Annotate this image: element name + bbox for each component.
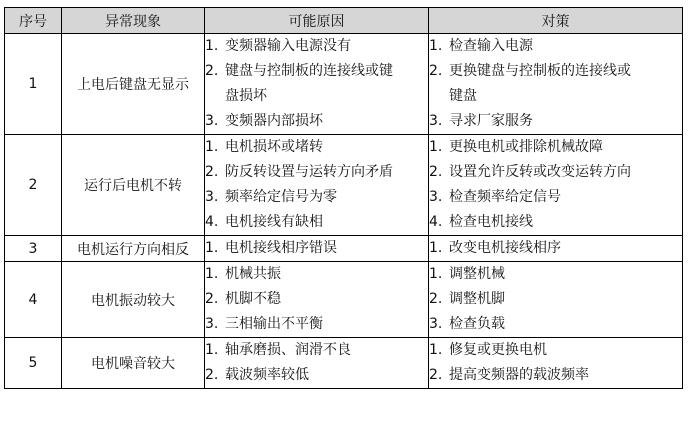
action-item-text: 检查输入电源 xyxy=(449,38,533,54)
table-row xyxy=(5,135,683,236)
cause-item-number: 2. xyxy=(205,63,219,79)
header-cell-no: 序号 xyxy=(5,8,62,34)
action-item-text: 寻求厂家服务 xyxy=(449,113,533,129)
cause-item-text: 电机接线有缺相 xyxy=(225,214,323,230)
action-item-text: 提高变频器的载波频率 xyxy=(449,367,589,383)
cause-line xyxy=(205,84,428,109)
action-item-text: 检查负载 xyxy=(449,316,505,332)
action-item-number: 1. xyxy=(429,240,443,256)
fault-table xyxy=(4,7,683,389)
symptom-cell: 电机振动较大 xyxy=(62,262,205,338)
action-item-text: 更换电机或排除机械故障 xyxy=(449,139,603,155)
cause-item-number: 2. xyxy=(205,164,219,180)
action-item-text: 检查电机接线 xyxy=(449,214,533,230)
cause-item-number: 2. xyxy=(205,291,219,307)
action-item-text: 调整机械 xyxy=(449,266,505,282)
action-line xyxy=(429,84,682,109)
cause-item-number: 1. xyxy=(205,266,219,282)
cause-item-number: 3. xyxy=(205,189,219,205)
action-line xyxy=(429,287,682,312)
table-row xyxy=(5,262,683,338)
action-item-text: 改变电机接线相序 xyxy=(449,240,561,256)
action-item-number: 1. xyxy=(429,139,443,155)
action-item-number: 3. xyxy=(429,316,443,332)
cause-line xyxy=(205,236,428,261)
action-item-number: 1. xyxy=(429,342,443,358)
action-line xyxy=(429,236,682,261)
cause-line xyxy=(205,210,428,235)
cause-item-text: 盘损坏 xyxy=(225,88,267,104)
cause-item-text: 三相输出不平衡 xyxy=(225,316,323,332)
table-header xyxy=(5,8,683,34)
header-cell-cause: 可能原因 xyxy=(205,8,429,34)
cause-cell xyxy=(205,262,429,338)
header-row xyxy=(5,8,683,34)
header-cell-symptom: 异常现象 xyxy=(62,8,205,34)
cause-item-text: 变频器输入电源没有 xyxy=(225,38,351,54)
action-cell xyxy=(429,135,683,236)
cause-item-number: 1. xyxy=(205,240,219,256)
action-cell xyxy=(429,338,683,389)
action-line xyxy=(429,185,682,210)
cause-item-text: 机脚不稳 xyxy=(225,291,281,307)
table-row xyxy=(5,34,683,135)
action-line xyxy=(429,160,682,185)
action-item-number: 3. xyxy=(429,189,443,205)
cause-cell xyxy=(205,236,429,262)
table-row xyxy=(5,338,683,389)
action-item-number: 2. xyxy=(429,63,443,79)
cause-item-number: 4. xyxy=(205,214,219,230)
action-item-text: 设置允许反转或改变运转方向 xyxy=(449,164,631,180)
action-line xyxy=(429,210,682,235)
action-item-number: 4. xyxy=(429,214,443,230)
cause-line xyxy=(205,160,428,185)
cause-line xyxy=(205,312,428,337)
action-line xyxy=(429,363,682,388)
action-item-number: 2. xyxy=(429,291,443,307)
cause-item-number: 1. xyxy=(205,38,219,54)
row-number: 3 xyxy=(5,236,62,262)
action-item-number: 2. xyxy=(429,367,443,383)
cause-line xyxy=(205,338,428,363)
action-line xyxy=(429,312,682,337)
action-line xyxy=(429,109,682,134)
header-cell-action: 对策 xyxy=(429,8,683,34)
symptom-cell: 运行后电机不转 xyxy=(62,135,205,236)
row-number: 1 xyxy=(5,34,62,135)
cause-line xyxy=(205,34,428,59)
cause-item-number: 2. xyxy=(205,367,219,383)
symptom-cell: 上电后键盘无显示 xyxy=(62,34,205,135)
row-number: 4 xyxy=(5,262,62,338)
action-item-number: 2. xyxy=(429,164,443,180)
row-number: 2 xyxy=(5,135,62,236)
cause-line xyxy=(205,363,428,388)
cause-item-text: 电机接线相序错误 xyxy=(225,240,337,256)
cause-item-number: 3. xyxy=(205,113,219,129)
action-item-text: 键盘 xyxy=(449,88,477,104)
cause-line xyxy=(205,59,428,84)
action-item-number: 1. xyxy=(429,38,443,54)
cause-item-text: 频率给定信号为零 xyxy=(225,189,337,205)
action-item-number: 3. xyxy=(429,113,443,129)
cause-item-text: 变频器内部损坏 xyxy=(225,113,323,129)
table-row xyxy=(5,236,683,262)
action-line xyxy=(429,262,682,287)
action-item-text: 调整机脚 xyxy=(449,291,505,307)
cause-line xyxy=(205,287,428,312)
action-line xyxy=(429,34,682,59)
cause-cell xyxy=(205,338,429,389)
action-item-number: 1. xyxy=(429,266,443,282)
cause-cell xyxy=(205,135,429,236)
cause-item-text: 载波频率较低 xyxy=(225,367,309,383)
symptom-cell: 电机噪音较大 xyxy=(62,338,205,389)
action-item-text: 更换键盘与控制板的连接线或 xyxy=(449,63,631,79)
cause-item-number: 1. xyxy=(205,139,219,155)
cause-line xyxy=(205,262,428,287)
action-line xyxy=(429,59,682,84)
row-number: 5 xyxy=(5,338,62,389)
action-item-text: 检查频率给定信号 xyxy=(449,189,561,205)
cause-item-number: 3. xyxy=(205,316,219,332)
symptom-cell: 电机运行方向相反 xyxy=(62,236,205,262)
action-line xyxy=(429,338,682,363)
cause-cell xyxy=(205,34,429,135)
cause-line xyxy=(205,185,428,210)
cause-item-text: 轴承磨损、润滑不良 xyxy=(225,342,351,358)
action-cell xyxy=(429,262,683,338)
action-cell xyxy=(429,34,683,135)
action-cell xyxy=(429,236,683,262)
cause-item-text: 机械共振 xyxy=(225,266,281,282)
cause-item-text: 防反转设置与运转方向矛盾 xyxy=(225,164,393,180)
cause-item-text: 键盘与控制板的连接线或键 xyxy=(225,63,393,79)
cause-line xyxy=(205,109,428,134)
table-body xyxy=(5,34,683,389)
action-item-text: 修复或更换电机 xyxy=(449,342,547,358)
cause-line xyxy=(205,135,428,160)
cause-item-text: 电机损坏或堵转 xyxy=(225,139,323,155)
cause-item-number: 1. xyxy=(205,342,219,358)
action-line xyxy=(429,135,682,160)
